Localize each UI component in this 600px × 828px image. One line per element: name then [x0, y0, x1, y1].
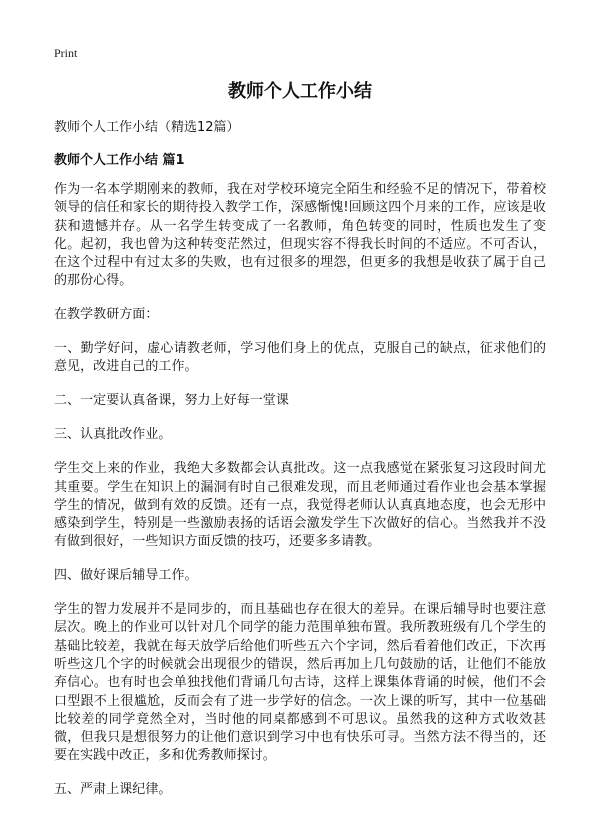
- paragraph-point-one: 一、勤学好问，虚心请教老师，学习他们身上的优点，克服自己的缺点，征求他们的意见，改进自己的工作。: [54, 341, 546, 375]
- document-body: [54, 119, 546, 815]
- paragraph-point-five: 五、严肃上课纪律。: [54, 781, 172, 797]
- paragraph-tutoring: 学生的智力发展并不是同步的，而且基础也存在很大的差异。在课后辅导时也要注意层次。晚上的作业可以针对几个同学的能力范围单独布置。我所教班级有几个学生的基础比较差，我就在每天放学后给他们听些五六个字词，然后看着他们改正，下次再听些这几个字的时候就会出现很少的错误，然后再加上几句鼓励的话，让他们不能放弃信心。也有时也会单独找他们背诵几句古诗，这样上课集体背诵的时候，他们不会口型跟不上很尴尬，反而会有了进一步学好的信念。一次上课的听写，其中一位基础比较差的同学竟然全对，当时他的同桌都感到不可思议。虽然我的这种方式收效甚微，但我只是想很努力的让他们意识到学习中也有快乐可寻。当然方法不得当的，还要在实践中改正，多和优秀教师探讨。: [54, 602, 546, 764]
- document-title: 教师个人工作小结: [228, 81, 372, 102]
- print-link[interactable]: Print: [54, 46, 78, 60]
- paragraph-teaching-research: 在教学教研方面：: [54, 306, 159, 322]
- paragraph-point-four: 四、做好课后辅导工作。: [54, 567, 198, 583]
- paragraph-intro: 作为一名本学期刚来的教师，我在对学校环境完全陌生和经验不足的情况下，带着校领导的信任和家长的期待投入教学工作，深感惭愧!回顾这四个月来的工作，应该是收获和遗憾并存。从一名学生转变成了一名教师，角色转变的同时，性质也发生了变化。起初，我也曾为这种转变茫然过，但现实容不得我长时间的不适应。不可否认，在这个过程中有过太多的失败，也有过很多的埋怨，但更多的我想是收获了属于自己的那份心得。: [54, 182, 546, 289]
- paragraph-homework: 学生交上来的作业，我绝大多数都会认真批改。这一点我感觉在紧张复习这段时间尤其重要。学生在知识上的漏洞有时自己很难发现，而且老师通过看作业也会基本掌握学生的情况，做到有效的反馈。还有一点，我觉得老师认认真真地态度，也会无形中感染到学生，特别是一些激励表扬的话语会激发学生下次做好的信心。当然我并不没有做到很好，一些知识方面反馈的技巧，还要多多请教。: [54, 461, 546, 550]
- paragraph-point-two: 二、一定要认真备课，努力上好每一堂课: [54, 392, 289, 408]
- section-heading: 教师个人工作小结 篇1: [54, 153, 185, 168]
- document-subtitle: 教师个人工作小结（精选12篇）: [54, 120, 240, 135]
- paragraph-point-three: 三、认真批改作业。: [54, 426, 172, 442]
